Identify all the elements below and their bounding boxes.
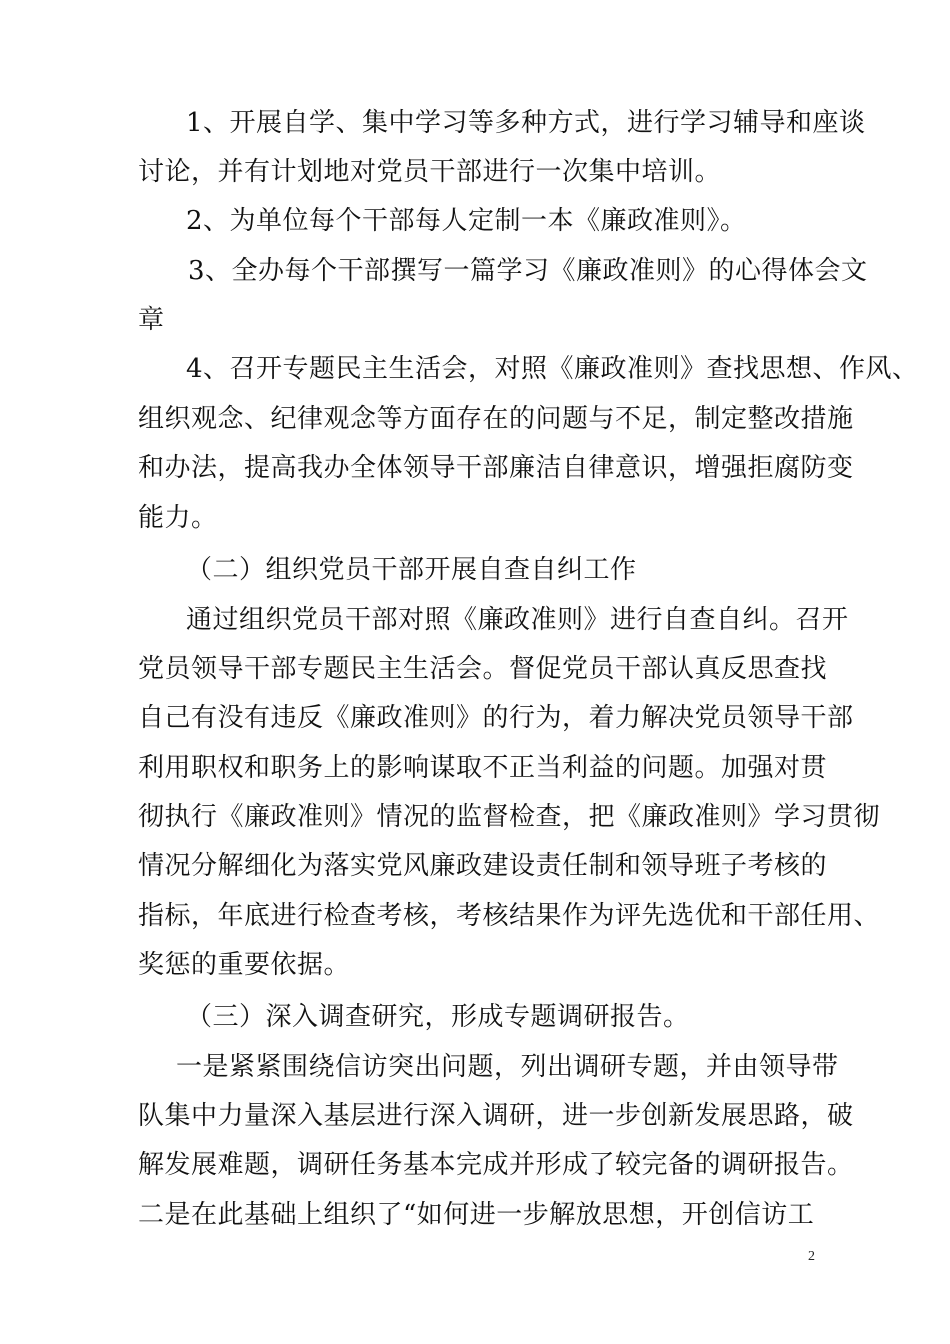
text-line: 自己有没有违反《廉政准则》的行为，着力解决党员领导干部 (138, 703, 854, 733)
text-line: 利用职权和职务上的影响谋取不正当利益的问题。加强对贯 (138, 753, 828, 783)
section-heading: （三）深入调查研究，形成专题调研报告。 (186, 1002, 690, 1032)
text-line: 队集中力量深入基层进行深入调研，进一步创新发展思路，破 (138, 1101, 854, 1131)
text-line: 1、开展自学、集中学习等多种方式，进行学习辅导和座谈 (186, 108, 866, 138)
text-line: 2、为单位每个干部每人定制一本《廉政准则》。 (186, 206, 747, 236)
text-line: 指标，年底进行检查考核，考核结果作为评先选优和干部任用、 (138, 901, 881, 931)
text-line: 能力。 (138, 503, 218, 533)
text-line: 奖惩的重要依据。 (138, 950, 351, 980)
text-line: 通过组织党员干部对照《廉政准则》进行自查自纠。召开 (186, 605, 849, 635)
section-heading: （二）组织党员干部开展自查自纠工作 (186, 555, 637, 585)
text-line: 党员领导干部专题民主生活会。督促党员干部认真反思查找 (138, 654, 828, 684)
text-line: 彻执行《廉政准则》情况的监督检查，把《廉政准则》学习贯彻 (138, 802, 881, 832)
text-line: 4、召开专题民主生活会，对照《廉政准则》查找思想、作风、 (186, 354, 919, 384)
text-line: 和办法，提高我办全体领导干部廉洁自律意识，增强拒腐防变 (138, 453, 854, 483)
text-line: 3、全办每个干部撰写一篇学习《廉政准则》的心得体会文 (188, 256, 868, 286)
page-number: 2 (808, 1249, 815, 1264)
text-line: 二是在此基础上组织了“如何进一步解放思想，开创信访工 (138, 1200, 815, 1230)
text-line: 解发展难题，调研任务基本完成并形成了较完备的调研报告。 (138, 1150, 854, 1180)
text-line: 情况分解细化为落实党风廉政建设责任制和领导班子考核的 (138, 851, 828, 881)
text-line: 讨论，并有计划地对党员干部进行一次集中培训。 (138, 157, 722, 187)
text-line: 一是紧紧围绕信访突出问题，列出调研专题，并由领导带 (176, 1052, 839, 1082)
text-line: 组织观念、纪律观念等方面存在的问题与不足，制定整改措施 (138, 404, 854, 434)
text-line: 章 (138, 305, 165, 335)
